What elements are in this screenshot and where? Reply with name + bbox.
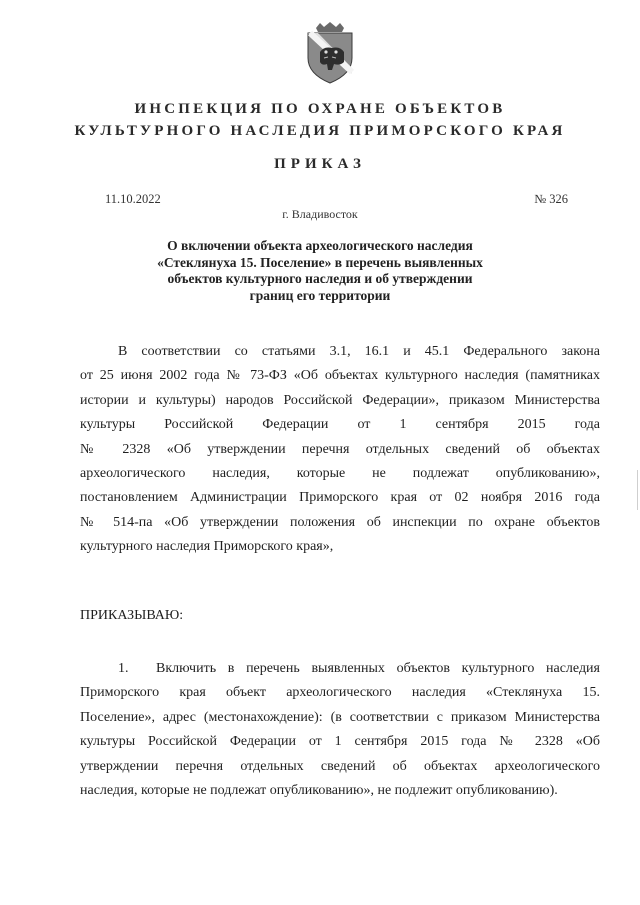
preamble-line: постановлением Администрации Приморского края от 02 ноября 2016 года	[80, 490, 600, 506]
preamble-line: № 514-па «Об утверждении положения об инспекции по охране объектов	[80, 514, 600, 530]
agency-name-line2: КУЛЬТУРНОГО НАСЛЕДИЯ ПРИМОРСКОГО КРАЯ	[74, 123, 566, 139]
preamble-paragraph	[80, 340, 600, 560]
document-subject	[0, 238, 640, 304]
document-type: ПРИКАЗ	[274, 156, 366, 172]
agency-name-line1: ИНСПЕКЦИЯ ПО ОХРАНЕ ОБЪЕКТОВ	[134, 101, 506, 117]
preamble-line: археологического наследия, которые не подлежат опубликованию»,	[80, 465, 600, 481]
item-line: утверждении перечня отдельных сведений об объектах археологического	[80, 758, 600, 774]
document-number: № 326	[534, 192, 568, 206]
subject-line: О включении объекта археологического наследия	[167, 238, 473, 253]
preamble-line: культуры Российской Федерации от 1 сентября 2015 года	[80, 417, 600, 433]
item-line: наследия, которые не подлежат опубликованию», не подлежит опубликованию).	[80, 782, 558, 798]
preamble-line: В соответствии со статьями 3.1, 16.1 и 45.1 Федерального закона	[118, 344, 600, 359]
item-line: Приморского края объект археологического наследия «Стеклянуха 15.	[80, 685, 600, 701]
preamble-line: культурного наследия Приморского края»,	[80, 539, 334, 555]
preamble-line: от 25 июня 2002 года № 73-ФЗ «Об объектах культурного наследия (памятниках	[80, 368, 600, 384]
subject-line: «Стеклянуха 15. Поселение» в перечень выявленных	[157, 254, 483, 270]
scan-edge-mark	[637, 470, 638, 510]
document-city: г. Владивосток	[282, 207, 358, 221]
preamble-line: истории и культуры) народов Российской Федерации», приказом Министерства	[80, 392, 600, 408]
order-item-1	[80, 657, 600, 803]
item-line: Поселение», адрес (местонахождение): (в соответствии с приказом Министерства	[80, 709, 600, 725]
coat-of-arms-icon	[302, 22, 358, 84]
item-number: 1.	[118, 661, 129, 676]
document-date: 11.10.2022	[105, 192, 161, 206]
preamble-line: № 2328 «Об утверждении перечня отдельных сведений об объектах	[80, 441, 600, 457]
subject-line: объектов культурного наследия и об утверждении	[167, 271, 473, 286]
order-directive: ПРИКАЗЫВАЮ:	[80, 608, 184, 623]
item-first-line-text: Включить в перечень выявленных объектов культурного наследия	[156, 661, 600, 676]
item-line: культуры Российской Федерации от 1 сентября 2015 года № 2328 «Об	[80, 734, 600, 750]
subject-line: границ его территории	[249, 287, 391, 303]
item-first-line	[80, 657, 600, 681]
